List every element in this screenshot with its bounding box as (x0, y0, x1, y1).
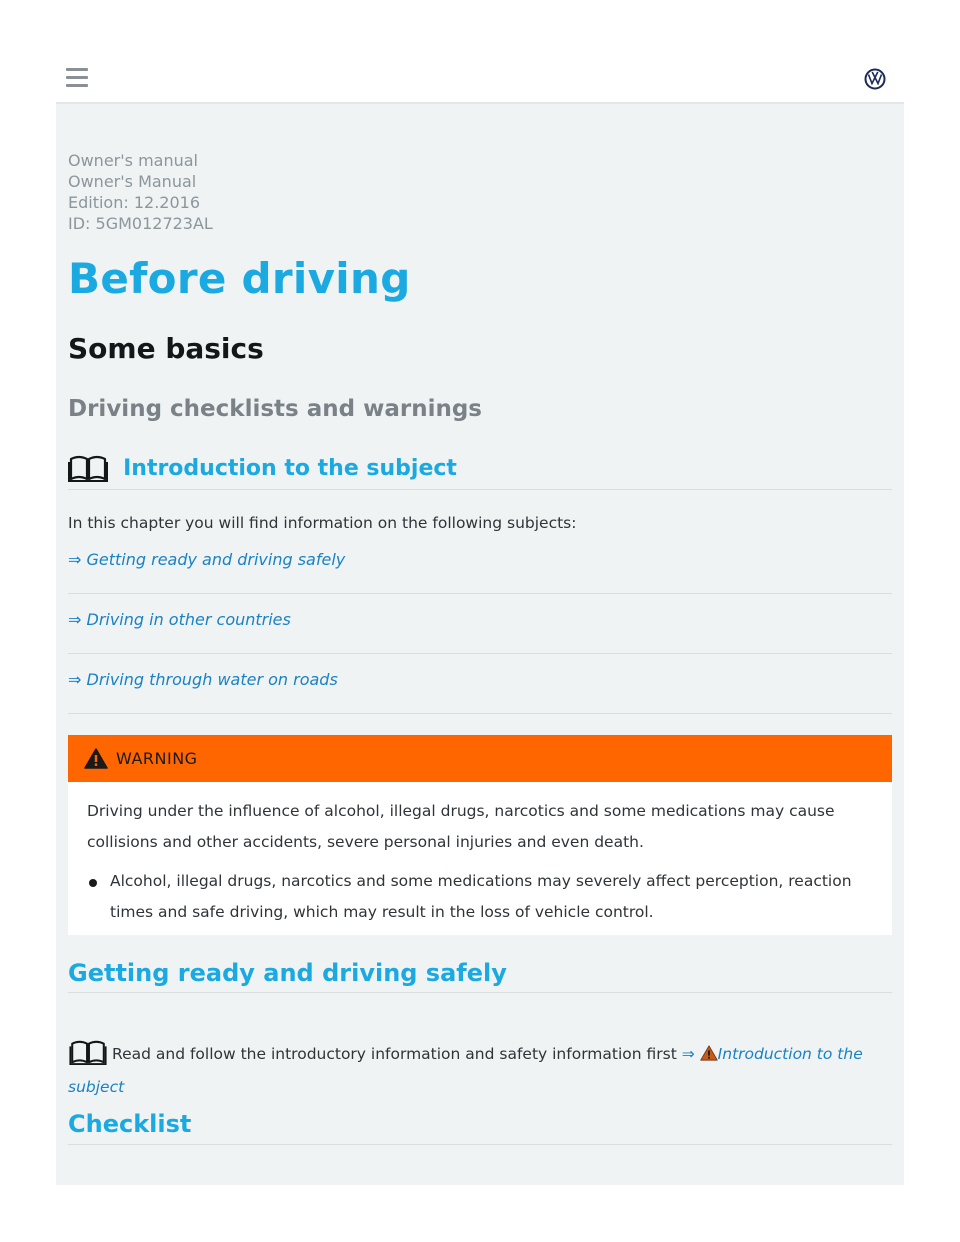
link-other-countries[interactable]: ⇒ Driving in other countries (68, 610, 291, 629)
top-bar (56, 56, 904, 104)
document-meta (68, 150, 213, 234)
intro-title: Introduction to the subject (123, 455, 457, 481)
meta-subtitle: Owner's Manual (68, 172, 197, 191)
warning-bullet (87, 866, 877, 928)
intro-heading (68, 454, 892, 490)
section-heading: Some basics (68, 332, 264, 365)
checklist-heading (68, 1110, 892, 1145)
intro-text: In this chapter you will find information on the following subjects: (68, 514, 577, 532)
intro-link-continued[interactable]: subject (68, 1078, 125, 1096)
warning-label: WARNING (116, 749, 198, 768)
book-icon (68, 1039, 108, 1074)
getting-ready-text (68, 1039, 892, 1101)
warning-bullet-text: Alcohol, illegal drugs, narcotics and some medications may severely affect perception, reaction times and safe driving, which may result in the loss of vehicle control. (110, 872, 852, 921)
list-item (68, 594, 892, 654)
book-icon (68, 454, 108, 486)
bullet-dot (89, 879, 97, 887)
meta-edition: Edition: 12.2016 (68, 193, 200, 212)
link-getting-ready[interactable]: ⇒ Getting ready and driving safely (68, 550, 346, 569)
list-item (68, 534, 892, 594)
list-item (68, 654, 892, 714)
warning-triangle-icon (84, 748, 108, 773)
meta-title: Owner's manual (68, 151, 198, 170)
getting-ready-sentence: Read and follow the introductory information and safety information first (112, 1045, 677, 1063)
manual-content (56, 104, 904, 1185)
checklist-title: Checklist (68, 1110, 192, 1138)
getting-ready-heading (68, 959, 892, 993)
warning-header (68, 735, 892, 782)
page-title: Before driving (68, 254, 411, 303)
hamburger-menu-icon[interactable] (66, 68, 88, 88)
subject-links (68, 534, 892, 714)
intro-link[interactable]: Introduction to the (717, 1045, 863, 1063)
warning-box (68, 735, 892, 935)
getting-ready-title: Getting ready and driving safely (68, 959, 507, 987)
warning-text: Driving under the influence of alcohol, illegal drugs, narcotics and some medications may cause collisions and other accidents, severe personal injuries and even death. (87, 802, 835, 851)
warning-small-icon (700, 1043, 718, 1070)
link-water-roads[interactable]: ⇒ Driving through water on roads (68, 670, 338, 689)
subsection-heading: Driving checklists and warnings (68, 396, 482, 422)
meta-id: ID: 5GM012723AL (68, 214, 213, 233)
vw-logo-icon[interactable] (864, 68, 886, 90)
inline-arrow[interactable]: ⇒ (681, 1045, 695, 1063)
